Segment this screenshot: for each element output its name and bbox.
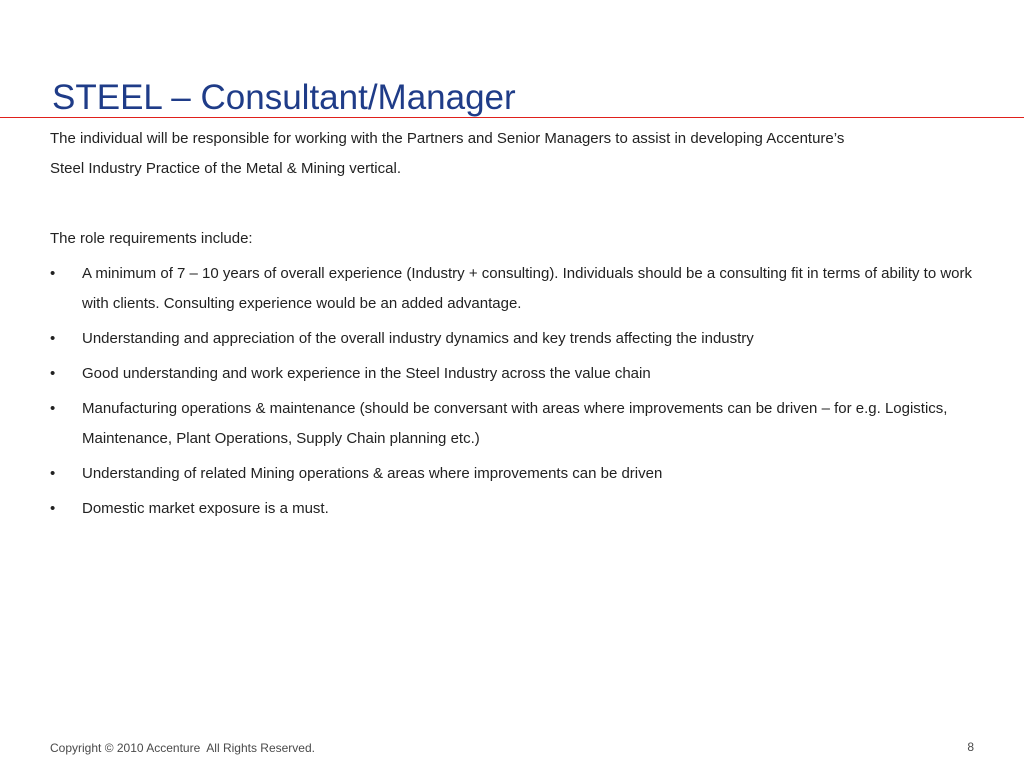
list-item <box>50 259 974 319</box>
copyright-footer: Copyright © 2010 Accenture All Rights Reserved. <box>50 741 315 755</box>
intro-line-2: Steel Industry Practice of the Metal & Mining vertical. <box>50 160 401 177</box>
list-item <box>50 459 974 489</box>
requirement-text: Domestic market exposure is a must. <box>82 500 329 517</box>
bullet-icon: • <box>50 330 56 347</box>
slide-title: STEEL – Consultant/Manager <box>52 78 516 117</box>
requirement-text: Manufacturing operations & maintenance (should be conversant with areas where improvements can be driven – for e.g. Logistics, Maintenance, Plant Operations, Supply Chain planning etc.) <box>82 400 948 447</box>
requirement-text: Good understanding and work experience in the Steel Industry across the value chain <box>82 365 651 382</box>
requirement-text: Understanding of related Mining operations & areas where improvements can be driven <box>82 465 663 482</box>
list-item <box>50 359 974 389</box>
bullet-icon: • <box>50 265 56 282</box>
intro-line-1: The individual will be responsible for working with the Partners and Senior Managers to assist in developing Accenture’s <box>50 130 845 147</box>
requirements-heading: The role requirements include: <box>50 230 253 247</box>
requirements-list <box>50 259 974 524</box>
list-item <box>50 494 974 524</box>
bullet-icon: • <box>50 465 56 482</box>
bullet-icon: • <box>50 400 56 417</box>
list-item <box>50 394 974 454</box>
bullet-icon: • <box>50 365 56 382</box>
requirement-text: Understanding and appreciation of the overall industry dynamics and key trends affecting the industry <box>82 330 754 347</box>
slide-body <box>50 124 974 529</box>
bullet-icon: • <box>50 500 56 517</box>
page-number: 8 <box>967 740 974 754</box>
intro-paragraph <box>50 124 974 184</box>
list-item <box>50 324 974 354</box>
requirement-text: A minimum of 7 – 10 years of overall experience (Industry + consulting). Individuals should be a consulting fit in terms of ability to work with clients. Consulting experience would be an added advantage. <box>82 265 973 312</box>
title-divider <box>0 117 1024 118</box>
